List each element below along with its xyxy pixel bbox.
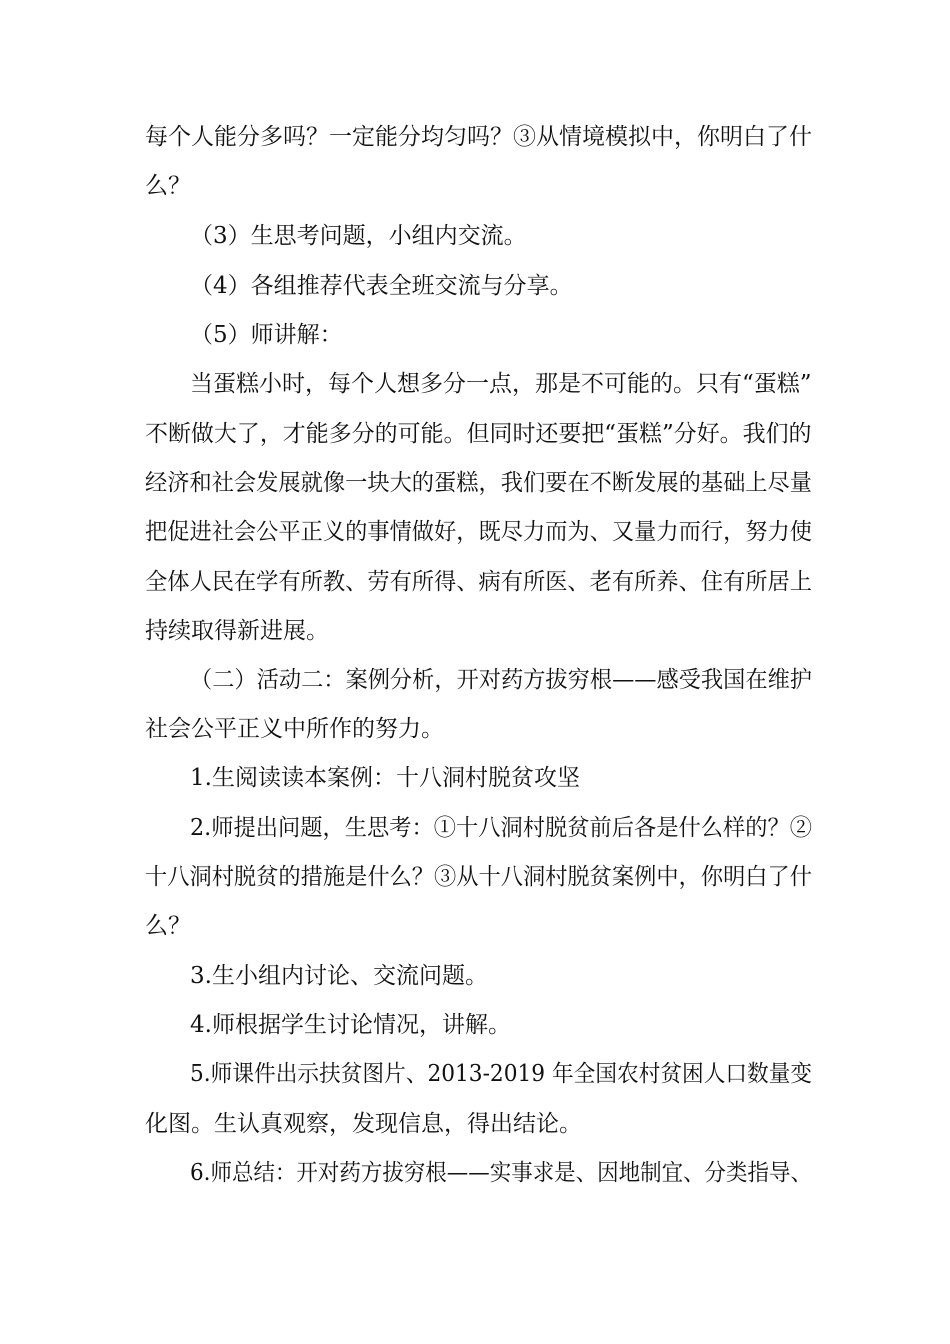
line-text: 1.生阅读读本案例：十八洞村脱贫攻坚 [190,765,580,791]
text-line [0,463,950,503]
line-text: 每个人能分多吗？一定能分均匀吗？③从情境模拟中，你明白了什 [145,124,812,150]
text-line [0,808,950,848]
text-line [0,660,950,700]
line-text: 5.师课件出示扶贫图片、2013-2019 年全国农村贫困人口数量变 [190,1061,813,1087]
line-text: 经济和社会发展就像一块大的蛋糕，我们要在不断发展的基础上尽量 [145,470,812,496]
line-text: （4）各组推荐代表全班交流与分享。 [190,273,573,299]
text-line [0,857,950,897]
line-text: 十八洞村脱贫的措施是什么？③从十八洞村脱贫案例中，你明白了什 [145,864,812,890]
text-line [0,1054,950,1094]
line-text: 么？ [145,913,191,939]
text-line [0,117,950,157]
text-line [0,266,950,306]
line-text: 不断做大了，才能多分的可能。但同时还要把“蛋糕”分好。我们的 [145,421,812,447]
text-line [0,906,950,946]
text-line [0,512,950,552]
text-line [0,956,950,996]
text-line [0,611,950,651]
line-text: 化图。生认真观察，发现信息，得出结论。 [145,1111,582,1137]
line-text: 当蛋糕小时，每个人想多分一点，那是不可能的。只有“蛋糕” [190,371,812,397]
line-text: 全体人民在学有所教、劳有所得、病有所医、老有所养、住有所居上 [145,569,812,595]
line-text: （3）生思考问题，小组内交流。 [190,223,527,249]
text-line [0,562,950,602]
line-text: 6.师总结：开对药方拔穷根——实事求是、因地制宜、分类指导、 [190,1160,812,1186]
text-line [0,1153,950,1193]
line-text: （二）活动二：案例分析，开对药方拔穷根——感受我国在维护 [190,667,812,693]
text-line [0,216,950,256]
text-line [0,364,950,404]
line-text: 2.师提出问题，生思考：①十八洞村脱贫前后各是什么样的？② [190,815,812,841]
text-line [0,315,950,355]
line-text: 3.生小组内讨论、交流问题。 [190,963,488,989]
line-text: 持续取得新进展。 [145,618,329,644]
text-line [0,166,950,206]
text-line [0,709,950,749]
line-text: 社会公平正义中所作的努力。 [145,716,444,742]
line-text: 4.师根据学生讨论情况，讲解。 [190,1012,511,1038]
text-line [0,414,950,454]
line-text: 么？ [145,173,191,199]
text-line [0,758,950,798]
line-text: 把促进社会公平正义的事情做好，既尽力而为、又量力而行，努力使 [145,519,812,545]
line-text: （5）师讲解： [190,322,343,348]
text-line [0,1005,950,1045]
text-line [0,1104,950,1144]
